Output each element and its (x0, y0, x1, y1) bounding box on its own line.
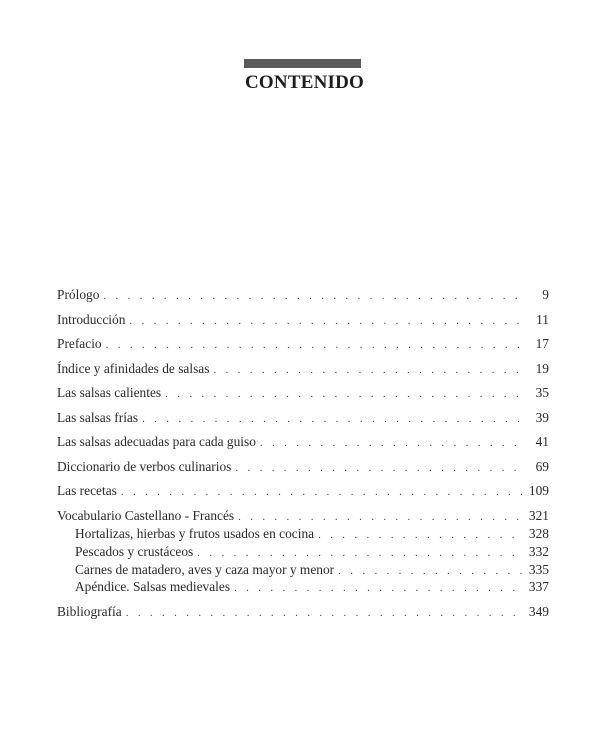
toc-entry-label: Las recetas (57, 483, 117, 498)
page-title: CONTENIDO (245, 72, 364, 93)
toc-entry-page: 17 (535, 336, 549, 351)
toc-entry[interactable] (57, 434, 549, 450)
toc-entry-label: Vocabulario Castellano - Francés (57, 508, 235, 523)
dot-leader (235, 460, 523, 476)
toc-entry-page: 9 (542, 287, 549, 302)
toc-entry[interactable] (57, 410, 549, 426)
toc-entry[interactable] (57, 312, 549, 328)
dot-leader (338, 563, 523, 579)
toc-entry-label: Diccionario de verbos culinarios (57, 459, 232, 474)
toc-entry-label: Introducción (57, 312, 126, 327)
toc-subentry[interactable] (75, 544, 549, 560)
toc-entry[interactable] (57, 604, 549, 620)
toc-entry[interactable] (57, 385, 549, 401)
toc-entry-page: 328 (528, 526, 549, 541)
dot-leader (197, 545, 523, 561)
dot-leader (129, 313, 523, 329)
toc-entry-page: 335 (528, 562, 549, 577)
dot-leader (234, 580, 523, 596)
toc-entry-label: Prólogo (57, 287, 100, 302)
toc-subentry[interactable] (75, 562, 549, 578)
dot-leader (318, 527, 523, 543)
toc-entry-page: 69 (535, 459, 549, 474)
dot-leader (260, 435, 523, 451)
toc-subentry[interactable] (75, 579, 549, 595)
toc-entry-page: 321 (528, 508, 549, 523)
toc-entry-label: Pescados y crustáceos (75, 544, 194, 559)
toc-entry-page: 19 (535, 361, 549, 376)
dot-leader (142, 411, 523, 427)
toc-subentry[interactable] (75, 526, 549, 542)
toc-entry-page: 332 (528, 544, 549, 559)
toc-entry-label: Hortalizas, hierbas y frutos usados en cocina (75, 526, 315, 541)
toc-entry-page: 337 (528, 579, 549, 594)
toc-entry-label: Bibliografía (57, 604, 122, 619)
toc-entry[interactable] (57, 361, 549, 377)
toc-entry-page: 41 (535, 434, 549, 449)
toc-entry-page: 39 (535, 410, 549, 425)
toc-entry-label: Prefacio (57, 336, 102, 351)
toc-entry-label: Las salsas adecuadas para cada guiso (57, 434, 256, 449)
toc-entry-page: 11 (536, 312, 549, 327)
toc-entry-label: Apéndice. Salsas medievales (75, 579, 231, 594)
toc-entry-label: Las salsas frías (57, 410, 139, 425)
dot-leader (103, 288, 523, 304)
dot-leader (126, 605, 523, 621)
toc-entry-label: Carnes de matadero, aves y caza mayor y menor (75, 562, 335, 577)
toc-entry[interactable] (57, 483, 549, 499)
dot-leader (213, 362, 523, 378)
toc-entry[interactable] (57, 508, 549, 524)
toc-entry-label: Las salsas calientes (57, 385, 162, 400)
toc-entry-label: Índice y afinidades de salsas (57, 361, 210, 376)
toc-entry[interactable] (57, 459, 549, 475)
toc-entry-page: 349 (528, 604, 549, 619)
dot-leader (238, 509, 523, 525)
dot-leader (165, 386, 523, 402)
dot-leader (121, 484, 523, 500)
toc-entry[interactable] (57, 336, 549, 352)
title-decoration-bar (244, 59, 361, 68)
toc-entry-page: 35 (535, 385, 549, 400)
dot-leader (106, 337, 523, 353)
toc-entry-page: 109 (528, 483, 549, 498)
toc-entry[interactable] (57, 287, 549, 303)
